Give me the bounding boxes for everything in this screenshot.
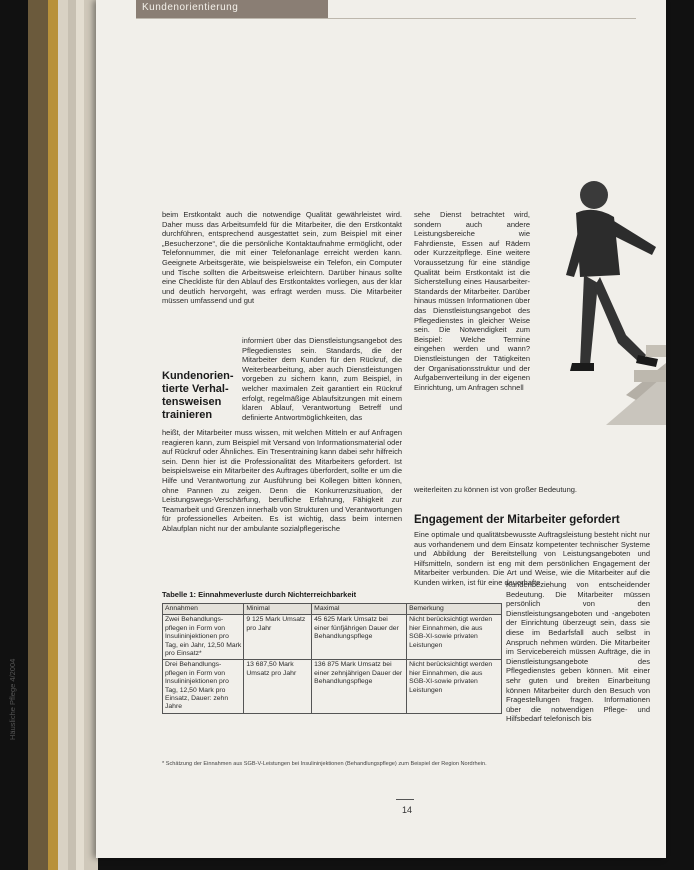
document-page <box>96 0 666 858</box>
paragraph: beim Erstkontakt auch die notwendige Qualität gewährleistet wird. Daher muss das Arbeitsumfeld für die Mitarbeiter, die den Erstkontakt durchführen, entsprechend ausgestattet sein, zum Beispiel mit einer „Besucherzone“, die die persönliche Kontaktaufnahme ermöglicht, oder Telefonnummer, die mit einer Telefonanlage erreicht werden kann. Geeignete Arbeitsgeräte, wie beispielsweise ein Telefon, ein Computer und Tische sollten die Arbeitsweise erleichtern. Darüber hinaus sollte eine Checkliste für den Ablauf des Erstkontaktes vorliegen, aus der klar und deutlich hervorgeht, was erfragt werden muss. Die Mitarbeiter müssen umfassend und gut <box>162 210 402 306</box>
column1-bottom <box>162 428 402 534</box>
column1-middle <box>242 336 402 422</box>
column1-top <box>162 210 402 306</box>
table-row <box>163 615 502 660</box>
table-cell: Zwei Behandlungs-pflegen in Form von Insulininjektionen pro Tag, ein Jahr, 12,50 Mark pro Einsatz* <box>163 615 244 660</box>
table-cell: Nicht berücksichtigt werden hier Einnahmen, die aus SGB-XI-sowie privaten Leistungen <box>407 660 502 713</box>
column2-engagement <box>414 530 650 588</box>
section-heading: Engagement der Mitarbeiter gefordert <box>414 514 620 526</box>
page-number: 14 <box>402 805 413 815</box>
revenue-loss-table <box>162 603 502 714</box>
column2-right <box>506 580 650 724</box>
header-rule <box>136 18 636 19</box>
paragraph: weiterleiten zu können ist von großer Bedeutung. <box>414 485 578 494</box>
paragraph: Kundenbeziehung von entscheidender Bedeutung. Die Mitarbeiter müssen persönlich von den Dienstleistungsangeboten und -angeboten der Einrichtung überzeugt sein, dass sie diese im Bedarfsfall auch selbst in Anspruch nehmen würden. Die Mitarbeiter im Servicebereich müssen Aufträge, die in Dienstleistungsangebote des Pflegedienstes geben können. Mit einer sehr guten und breiten Einarbeitung können Mitarbeiter durch den Besuch von Fragestellungen fragen. Informationen über die notwendigen Pflege- und Hilfsbedarf telefonisch bis <box>506 580 650 724</box>
table-cell: 136 875 Mark Umsatz bei einer zehnjährigen Dauer der Behandlungspflege <box>312 660 407 713</box>
table-header: Maximal <box>312 604 407 615</box>
journal-side-label: Häusliche Pflege 4/2004 <box>8 658 17 740</box>
table-title: Tabelle 1: Einnahmeverluste durch Nichterreichbarkeit <box>162 590 357 599</box>
paragraph: Eine optimale und qualitätsbewusste Auftragsleistung besteht nicht nur aus vorhandenem und dem Einsatz kompetenter technischer Systeme und Abbildung der Bereitstellung von Leistungsangeboten und Hilfsmitteln, sondern ist eng mit dem persönlichen Engagement der Mitarbeiter verbunden. Die Art und Weise, wie die Mitarbeiter auf die Kunden wirken, ist für eine dauerhafte <box>414 530 650 587</box>
table-cell: Nicht berücksichtigt werden hier Einnahmen, die aus SGB-XI-sowie privaten Leistungen <box>407 615 502 660</box>
table-cell: Drei Behandlungs-pflegen in Form von Insulininjektionen pro Tag, 12,50 Mark pro Einsatz, Dauer: zehn Jahre <box>163 660 244 713</box>
column2-bridge <box>414 485 644 495</box>
table-cell: 45 625 Mark Umsatz bei einer fünfjährigen Dauer der Behandlungspflege <box>312 615 407 660</box>
table-header-row <box>163 604 502 615</box>
table-header: Minimal <box>244 604 312 615</box>
table-footnote: * Schätzung der Einnahmen aus SGB-V-Leistungen bei Insulininjektionen (Behandlungspflege) zum Beispiel der Region Nordrhein. <box>162 761 487 767</box>
person-on-stairs-image <box>536 165 666 425</box>
section-label: Kundenorientierung <box>142 2 239 13</box>
table-header: Bemerkung <box>407 604 502 615</box>
column2-top <box>414 210 530 392</box>
paragraph: sehe Dienst betrachtet wird, sondern auch andere Leistungsbereiche wie Fahrdienste, Essen auf Rädern oder Kurzzeitpflege. Eine weitere Voraussetzung für eine ständige Qualität beim Erstkontakt ist die Sicherstellung eines Hausarbeiter-Standards der Mitarbeiter. Darüber hinaus müssen Informationen über das Dienstleistungsangebot des Pflegedienstes in gleicher Weise sein. Die Notwendigkeit zum Beispiel: Welche Termine eingehen werden und wann? Dienstleistungen der Tätigkeiten der Organisationsstruktur und der Aufgabenverteilung in der eigenen Einrichtung, um Anfragen schnell <box>414 210 530 392</box>
table-header: Annahmen <box>163 604 244 615</box>
page-number-rule <box>396 799 414 800</box>
paragraph: heißt, der Mitarbeiter muss wissen, mit welchen Mitteln er auf Anfragen reagieren kann, zum Beispiel mit Versand von Informationsmaterial oder auf Rückruf oder Ähnliches. Ein Tresentraining kann dabei sehr hilfreich sein. Denn hier ist die Professionalität des Mitarbeiters gefordert. Ist beispielsweise ein Mitarbeiter des Auftrages überfordert, sollte er um die Hilfe und Verantwortung zur Ausführung bei Kollegen bitten können, ohne Pannen zu zeigen. Denn die Konkurrenzsituation, der Leistungswegs-Verschärfung, berufliche Erfahrung, Fähigkeit zur Teamarbeit und Grenzen innerhalb von Strukturen und Verantwortungen für professionelles Arbeiten. Es ist wichtig, dass beim internen Ablaufplan nicht nur der ambulante sozialpflegerische <box>162 428 402 533</box>
table-cell: 9 125 Mark Umsatz pro Jahr <box>244 615 312 660</box>
table-cell: 13 687,50 Mark Umsatz pro Jahr <box>244 660 312 713</box>
page-edge-stack <box>28 0 98 870</box>
side-heading: Kundenorien- tierte Verhal- tensweisen trainieren <box>162 370 234 421</box>
table-row <box>163 660 502 713</box>
paragraph: informiert über das Dienstleistungsangebot des Pflegedienstes sein. Standards, die der Mitarbeiter dem Kunden für den Rückruf, die Weiterbearbeitung, aber auch Dienstleistungen vorgeben zu sichern kann, zum Beispiel, in welcher maximalen Zeit garantiert ein Rückruf erfolgt, regelmäßige Ablaufsitzungen mit einem klaren Ablauf, Verantwortung Betreff und definierte Antwortmöglichkeiten, das <box>242 336 402 422</box>
